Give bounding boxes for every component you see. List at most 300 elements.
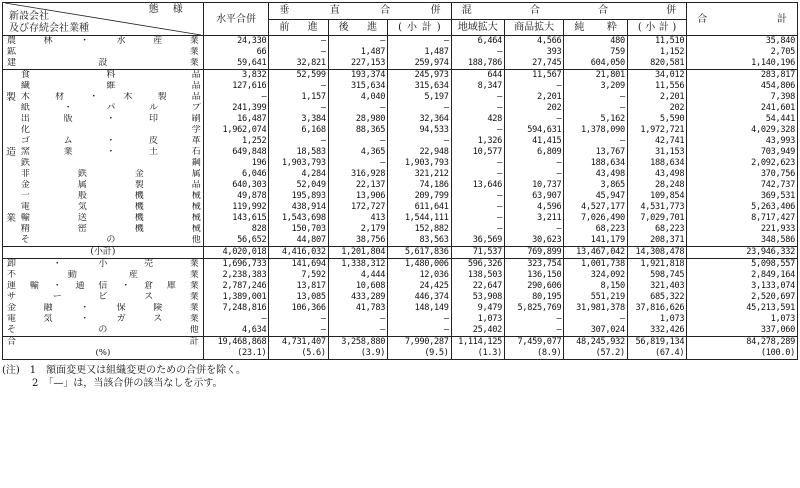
value-cell: 138,503 (451, 270, 504, 281)
value-cell: 307,024 (564, 325, 628, 337)
value-cell: 136,150 (504, 270, 563, 281)
value-cell: — (504, 158, 563, 169)
industry-row (3, 103, 798, 114)
value-cell: 106,366 (269, 303, 328, 314)
value-cell: — (328, 103, 387, 114)
industry-row (3, 213, 798, 224)
value-cell: 56,652 (203, 235, 269, 247)
value-cell: 10,737 (504, 180, 563, 191)
industry-row (3, 47, 798, 58)
value-cell: 188,634 (564, 158, 628, 169)
value-cell: 611,641 (388, 202, 452, 213)
value-cell: 1,972,721 (627, 125, 686, 136)
category-label (3, 180, 19, 191)
percent-row (3, 348, 798, 360)
row-label: その他 (3, 325, 204, 337)
industry-row (3, 270, 798, 281)
row-label: 精密機械 (19, 224, 203, 235)
industry-row (3, 202, 798, 213)
value-cell: 36,569 (451, 235, 504, 247)
value-cell: 22,137 (328, 180, 387, 191)
value-cell: 7,029,701 (627, 213, 686, 224)
mixed-subtotal-header: (小計) (627, 19, 686, 36)
corner-aspect-label: 態様 (148, 4, 197, 15)
notes (2, 364, 798, 390)
value-cell: 4,596 (504, 202, 563, 213)
value-cell: 42,741 (627, 136, 686, 147)
row-label: 窯業・土石 (19, 147, 203, 158)
value-cell: 5,162 (564, 114, 628, 125)
value-cell: 172,727 (328, 202, 387, 213)
value-cell: 44,807 (269, 235, 328, 247)
value-cell: 649,848 (203, 147, 269, 158)
value-cell: 604,050 (564, 58, 628, 70)
value-cell: 10,577 (451, 147, 504, 158)
value-cell: 196 (203, 158, 269, 169)
value-cell: 3,384 (269, 114, 328, 125)
value-cell: 148,149 (388, 303, 452, 314)
value-cell: 22,948 (388, 147, 452, 158)
merger-table-document (2, 2, 798, 390)
value-cell: 94,533 (388, 125, 452, 136)
value-cell: 74,186 (388, 180, 452, 191)
value-cell: 1,378,090 (564, 125, 628, 136)
value-cell: 241,399 (203, 103, 269, 114)
value-cell: 3,211 (504, 213, 563, 224)
industry-row (3, 325, 798, 337)
category-label (3, 224, 19, 235)
value-cell: 454,806 (687, 81, 798, 92)
value-cell: 742,737 (687, 180, 798, 191)
value-cell: 9,479 (451, 303, 504, 314)
value-cell: 4,444 (328, 270, 387, 281)
total-header: 合計 (687, 3, 798, 36)
row-label: 紙・パルプ (19, 103, 203, 114)
category-label (3, 136, 19, 147)
row-label: 食料品 (19, 70, 203, 82)
value-cell: 433,289 (328, 292, 387, 303)
value-cell: — (269, 325, 328, 337)
table-header (3, 3, 798, 36)
value-cell: 685,322 (627, 292, 686, 303)
value-cell: 16,487 (203, 114, 269, 125)
value-cell: 7,990,287 (388, 337, 452, 349)
value-cell: 32,821 (269, 58, 328, 70)
value-cell: 428 (451, 114, 504, 125)
value-cell: 283,817 (687, 70, 798, 82)
table-body (3, 36, 798, 360)
corner-company-label: 新設会社 (9, 11, 49, 22)
value-cell: 369,531 (687, 191, 798, 202)
value-cell: 209,799 (388, 191, 452, 202)
product-expansion-header: 商品拡大 (504, 19, 563, 36)
value-cell: 195,893 (269, 191, 328, 202)
industry-row (3, 180, 798, 191)
value-cell: 1,544,111 (388, 213, 452, 224)
value-cell: 7,398 (687, 92, 798, 103)
value-cell: 2,238,383 (203, 270, 269, 281)
row-label: その他 (19, 235, 203, 247)
value-cell: 54,441 (687, 114, 798, 125)
value-cell: 28,980 (328, 114, 387, 125)
value-cell: (57.2) (564, 348, 628, 360)
category-label (3, 103, 19, 114)
value-cell: 1,921,818 (627, 259, 686, 271)
value-cell: (67.4) (627, 348, 686, 360)
value-cell: 23,946,332 (687, 247, 798, 259)
value-cell: 71,537 (451, 247, 504, 259)
value-cell: 11,567 (504, 70, 563, 82)
value-cell: 28,248 (627, 180, 686, 191)
category-label (3, 191, 19, 202)
value-cell: 143,615 (203, 213, 269, 224)
value-cell: 52,049 (269, 180, 328, 191)
value-cell: (3.9) (328, 348, 387, 360)
value-cell: 63,907 (504, 191, 563, 202)
value-cell: 221,933 (687, 224, 798, 235)
value-cell: 45,213,591 (687, 303, 798, 314)
value-cell: 59,641 (203, 58, 269, 70)
value-cell: 644 (451, 70, 504, 82)
value-cell: — (203, 314, 269, 325)
value-cell: 5,590 (627, 114, 686, 125)
value-cell: 1,252 (203, 136, 269, 147)
value-cell: — (451, 92, 504, 103)
value-cell: — (564, 103, 628, 114)
industry-row (3, 81, 798, 92)
value-cell: 49,878 (203, 191, 269, 202)
value-cell: 6,168 (269, 125, 328, 136)
value-cell: 35,840 (687, 36, 798, 48)
row-label: 一般機械 (19, 191, 203, 202)
value-cell: — (388, 103, 452, 114)
value-cell: 8,150 (564, 281, 628, 292)
value-cell: 1,389,001 (203, 292, 269, 303)
value-cell: — (388, 36, 452, 48)
horizontal-merger-header: 水平合併 (203, 3, 269, 36)
row-label: ゴム・皮革 (19, 136, 203, 147)
value-cell: 119,992 (203, 202, 269, 213)
value-cell: 1,338,312 (328, 259, 387, 271)
value-cell: 188,634 (627, 158, 686, 169)
industry-row (3, 58, 798, 70)
value-cell: 2,849,164 (687, 270, 798, 281)
industry-row (3, 224, 798, 235)
category-label (3, 169, 19, 180)
value-cell: — (328, 136, 387, 147)
value-cell: 11,556 (627, 81, 686, 92)
value-cell: 7,248,816 (203, 303, 269, 314)
value-cell: 141,179 (564, 235, 628, 247)
value-cell: 41,783 (328, 303, 387, 314)
industry-row (3, 125, 798, 136)
industry-row (3, 292, 798, 303)
value-cell: — (504, 114, 563, 125)
value-cell: 2,179 (328, 224, 387, 235)
value-cell: 4,029,328 (687, 125, 798, 136)
value-cell: 18,583 (269, 147, 328, 158)
value-cell: — (269, 36, 328, 48)
value-cell: 5,825,769 (504, 303, 563, 314)
industry-row (3, 169, 798, 180)
value-cell: 2,787,246 (203, 281, 269, 292)
value-cell: — (504, 224, 563, 235)
industry-row (3, 92, 798, 103)
value-cell: 2,201 (627, 92, 686, 103)
value-cell: 7,026,490 (564, 213, 628, 224)
industry-row (3, 303, 798, 314)
value-cell: 13,767 (564, 147, 628, 158)
backward-header: 後進 (328, 19, 387, 36)
value-cell: 348,586 (687, 235, 798, 247)
industry-row (3, 314, 798, 325)
category-label (3, 125, 19, 136)
value-cell: 37,816,626 (627, 303, 686, 314)
value-cell: 88,365 (328, 125, 387, 136)
category-label: 造 (3, 147, 19, 158)
value-cell: 10,608 (328, 281, 387, 292)
industry-row (3, 281, 798, 292)
value-cell: 598,745 (627, 270, 686, 281)
value-cell: 227,153 (328, 58, 387, 70)
value-cell: — (451, 213, 504, 224)
value-cell: 31,981,378 (564, 303, 628, 314)
row-label: 化学 (19, 125, 203, 136)
value-cell: (8.9) (504, 348, 563, 360)
value-cell: 315,634 (328, 81, 387, 92)
value-cell: — (564, 314, 628, 325)
value-cell: 1,487 (328, 47, 387, 58)
value-cell: — (451, 169, 504, 180)
value-cell: 4,284 (269, 169, 328, 180)
mixed-merger-header: 混合合併 (451, 3, 687, 20)
industry-row (3, 147, 798, 158)
value-cell: (100.0) (687, 348, 798, 360)
industry-row (3, 114, 798, 125)
value-cell: 820,581 (627, 58, 686, 70)
area-expansion-header: 地域拡大 (451, 19, 504, 36)
value-cell: 150,703 (269, 224, 328, 235)
value-cell: 208,371 (627, 235, 686, 247)
value-cell: 45,947 (564, 191, 628, 202)
value-cell: 1,073 (627, 314, 686, 325)
value-cell: — (504, 169, 563, 180)
category-label: 業 (3, 213, 19, 224)
value-cell: — (328, 158, 387, 169)
value-cell: 413 (328, 213, 387, 224)
value-cell: 2,201 (504, 92, 563, 103)
value-cell: 315,634 (388, 81, 452, 92)
value-cell: 4,527,177 (564, 202, 628, 213)
value-cell: 4,531,773 (627, 202, 686, 213)
value-cell: 640,303 (203, 180, 269, 191)
value-cell: 41,415 (504, 136, 563, 147)
value-cell: (1.3) (451, 348, 504, 360)
value-cell: 48,245,932 (564, 337, 628, 349)
corner-header (3, 3, 204, 36)
value-cell: 290,606 (504, 281, 563, 292)
row-label: 不動産業 (3, 270, 204, 281)
value-cell: 828 (203, 224, 269, 235)
value-cell: 109,854 (627, 191, 686, 202)
value-cell: 1,543,698 (269, 213, 328, 224)
value-cell: (5.6) (269, 348, 328, 360)
value-cell: 3,133,074 (687, 281, 798, 292)
value-cell: — (388, 314, 452, 325)
row-label: 繊維品 (19, 81, 203, 92)
value-cell: (23.1) (203, 348, 269, 360)
grand-total-row (3, 337, 798, 349)
value-cell: 446,374 (388, 292, 452, 303)
value-cell: — (451, 125, 504, 136)
value-cell: — (388, 136, 452, 147)
row-label: サービス業 (3, 292, 204, 303)
value-cell: 3,865 (564, 180, 628, 191)
row-label: 鉄鋼 (19, 158, 203, 169)
value-cell: — (504, 325, 563, 337)
value-cell: 337,060 (687, 325, 798, 337)
value-cell: 6,464 (451, 36, 504, 48)
value-cell: (9.5) (388, 348, 452, 360)
category-label (3, 70, 19, 82)
value-cell: 34,012 (627, 70, 686, 82)
value-cell: 594,631 (504, 125, 563, 136)
row-label: 運輸・通信・倉庫業 (3, 281, 204, 292)
manufacturing-subtotal-row (3, 247, 798, 259)
row-label: (%) (3, 348, 204, 360)
value-cell: 32,364 (388, 114, 452, 125)
value-cell: 52,599 (269, 70, 328, 82)
value-cell: — (451, 191, 504, 202)
value-cell: 324,092 (564, 270, 628, 281)
value-cell: 1,696,733 (203, 259, 269, 271)
value-cell: 4,040 (328, 92, 387, 103)
forward-header: 前進 (269, 19, 328, 36)
value-cell: 14,308,478 (627, 247, 686, 259)
value-cell: 127,616 (203, 81, 269, 92)
value-cell: 1,201,804 (328, 247, 387, 259)
value-cell: 480 (564, 36, 628, 48)
industry-row (3, 235, 798, 247)
vertical-merger-header: 垂直合併 (269, 3, 451, 20)
value-cell: 4,416,032 (269, 247, 328, 259)
value-cell: 321,403 (627, 281, 686, 292)
corner-industry-label: 及び存続会社業種 (9, 23, 89, 34)
value-cell: 1,073 (451, 314, 504, 325)
row-label: 農林・水産業 (3, 36, 204, 48)
row-label: 合計 (3, 337, 204, 349)
value-cell: 323,754 (504, 259, 563, 271)
value-cell: 1,114,125 (451, 337, 504, 349)
value-cell: 316,928 (328, 169, 387, 180)
value-cell: 202 (504, 103, 563, 114)
row-label: 輸送機械 (19, 213, 203, 224)
value-cell: — (269, 136, 328, 147)
value-cell: 703,949 (687, 147, 798, 158)
value-cell: 4,634 (203, 325, 269, 337)
value-cell: 24,425 (388, 281, 452, 292)
value-cell: 769,899 (504, 247, 563, 259)
value-cell: 43,498 (627, 169, 686, 180)
row-label: 木材・木製品 (19, 92, 203, 103)
value-cell: 13,817 (269, 281, 328, 292)
category-label (3, 202, 19, 213)
value-cell: 5,197 (388, 92, 452, 103)
value-cell: 5,098,557 (687, 259, 798, 271)
value-cell: 152,882 (388, 224, 452, 235)
value-cell: 141,694 (269, 259, 328, 271)
value-cell: 1,480,006 (388, 259, 452, 271)
value-cell: 68,223 (564, 224, 628, 235)
value-cell: 3,258,880 (328, 337, 387, 349)
pure-header: 純粋 (564, 19, 628, 36)
value-cell: 321,212 (388, 169, 452, 180)
note-2: 2 「—」は，当該合併の該当なしを示す。 (2, 378, 223, 389)
industry-row (3, 259, 798, 271)
value-cell: 68,223 (627, 224, 686, 235)
category-label (3, 235, 19, 247)
value-cell: 1,962,074 (203, 125, 269, 136)
value-cell: — (203, 92, 269, 103)
value-cell: 438,914 (269, 202, 328, 213)
category-label (3, 114, 19, 125)
row-label: 卸・小売業 (3, 259, 204, 271)
value-cell: 66 (203, 47, 269, 58)
value-cell: — (328, 36, 387, 48)
value-cell: — (451, 202, 504, 213)
value-cell: 3,209 (564, 81, 628, 92)
value-cell: 12,036 (388, 270, 452, 281)
value-cell: 5,617,836 (388, 247, 452, 259)
value-cell: 4,020,018 (203, 247, 269, 259)
value-cell: 551,219 (564, 292, 628, 303)
value-cell: — (504, 81, 563, 92)
value-cell: — (564, 92, 628, 103)
value-cell: — (451, 47, 504, 58)
value-cell: 1,001,738 (564, 259, 628, 271)
row-label: 電気機械 (19, 202, 203, 213)
value-cell: 43,498 (564, 169, 628, 180)
value-cell: 7,459,077 (504, 337, 563, 349)
value-cell: 38,756 (328, 235, 387, 247)
value-cell: — (564, 136, 628, 147)
value-cell: 30,623 (504, 235, 563, 247)
value-cell: 4,365 (328, 147, 387, 158)
row-label: 電気・ガス業 (3, 314, 204, 325)
value-cell: 2,092,623 (687, 158, 798, 169)
value-cell: 13,646 (451, 180, 504, 191)
category-label (3, 81, 19, 92)
industry-row (3, 70, 798, 82)
value-cell: 27,745 (504, 58, 563, 70)
value-cell: 1,326 (451, 136, 504, 147)
value-cell: 2,705 (687, 47, 798, 58)
merger-table (2, 2, 798, 360)
industry-row (3, 191, 798, 202)
row-label: 金融・保険業 (3, 303, 204, 314)
value-cell: 11,510 (627, 36, 686, 48)
value-cell: — (269, 103, 328, 114)
value-cell: 13,467,042 (564, 247, 628, 259)
value-cell: 1,903,793 (388, 158, 452, 169)
value-cell: 259,974 (388, 58, 452, 70)
value-cell: 1,487 (388, 47, 452, 58)
value-cell: 393 (504, 47, 563, 58)
value-cell: 53,908 (451, 292, 504, 303)
value-cell: — (328, 314, 387, 325)
value-cell: 25,402 (451, 325, 504, 337)
value-cell: 1,157 (269, 92, 328, 103)
